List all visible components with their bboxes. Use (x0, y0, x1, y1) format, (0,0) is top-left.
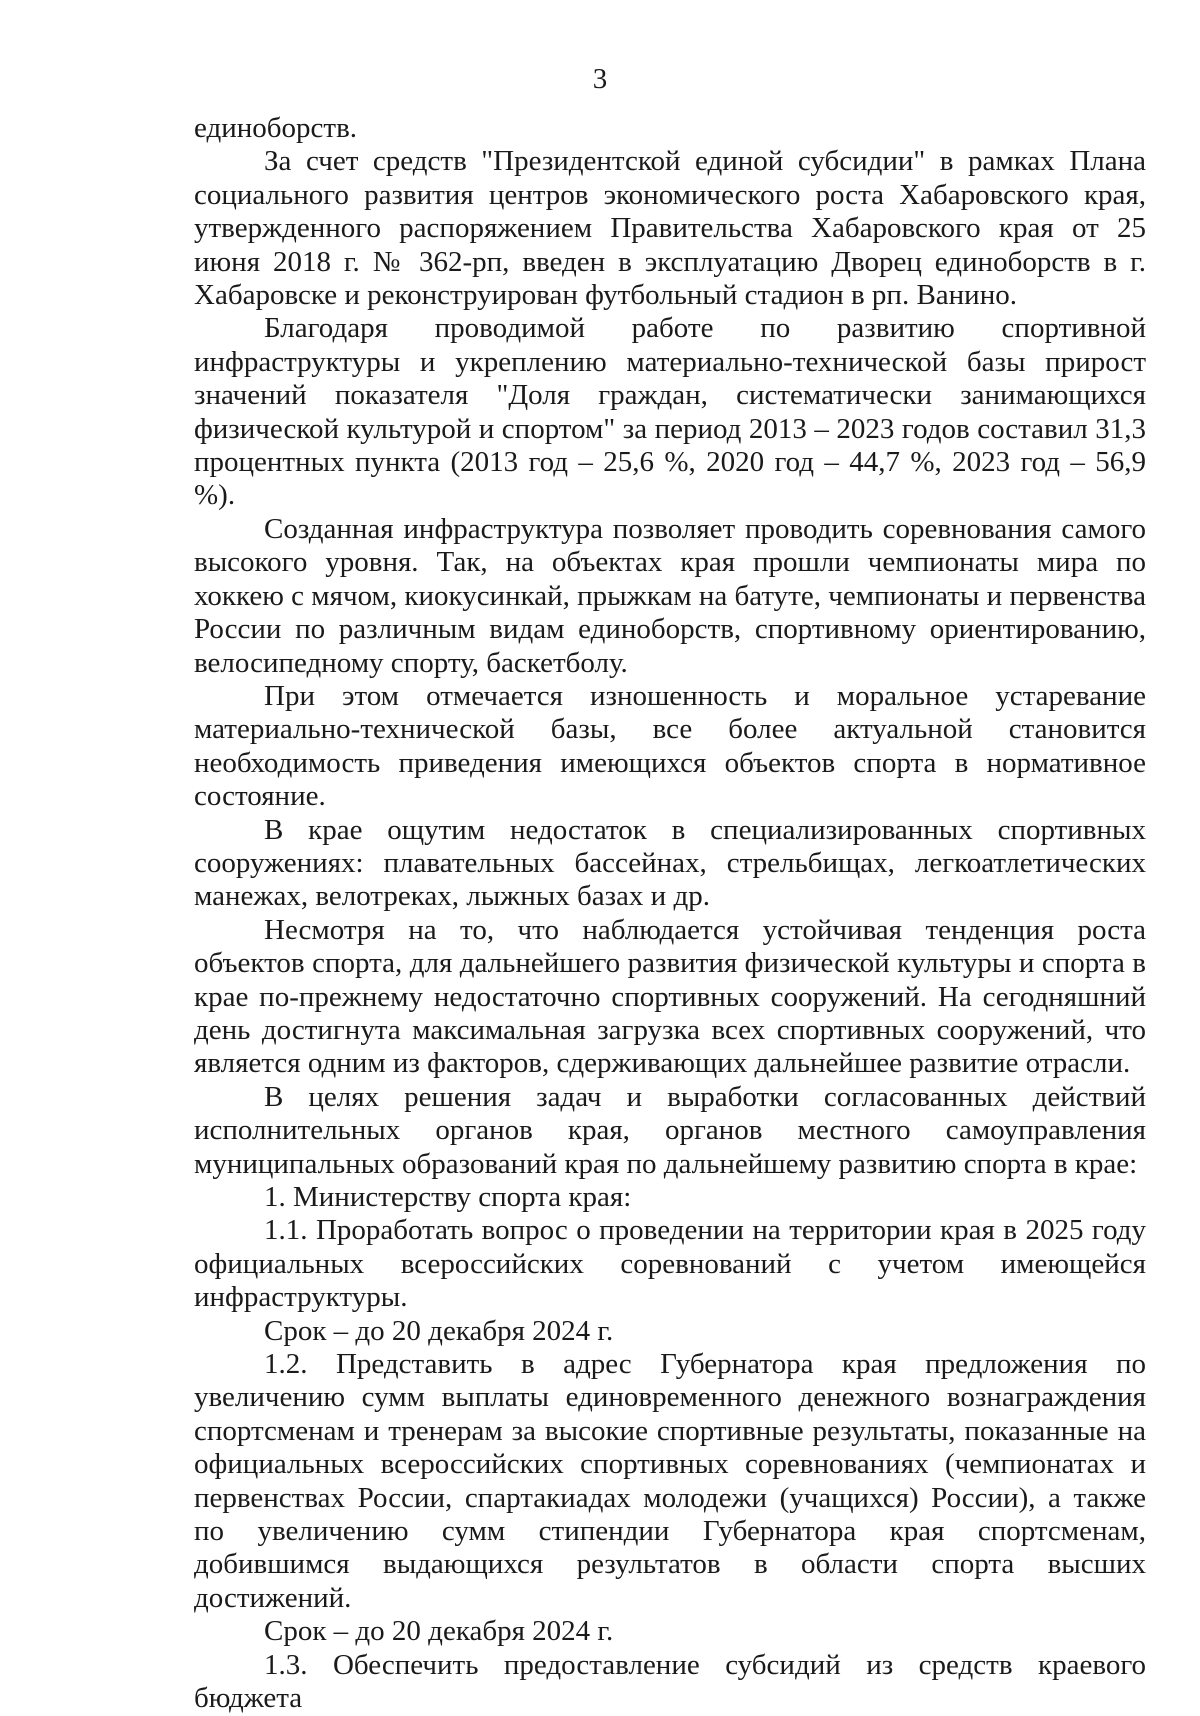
paragraph-item-1-2: 1.2. Представить в адрес Губернатора края предложения по увеличению сумм выплаты единовременного денежного вознаграждения спортсменам и тренерам за высокие спортивные результаты, показанные на официальных всероссийских спортивных соревнованиях (чемпионатах и первенствах России, спартакиадах молодежи (учащихся) России), а также по увеличению сумм стипендии Губернатора края спортсменам, добившимся выдающихся результатов в области спорта высших достижений. (194, 1348, 1146, 1614)
paragraph-continuation: единоборств. (194, 112, 358, 144)
paragraph-competitions: Созданная инфраструктура позволяет проводить соревнования самого высокого уровня. Так, на объектах края прошли чемпионаты мира по хоккею с мячом, киокусинкай, прыжкам на батуте, чемпионаты и первенства России по различным видам единоборств, спортивному ориентированию, велосипедному спорту, баскетболу. (194, 512, 1146, 679)
paragraph-item-1-1: 1.1. Проработать вопрос о проведении на территории края в 2025 году официальных всероссийских соревнований с учетом имеющейся инфраструктуры. (194, 1214, 1146, 1314)
paragraph-goals: В целях решения задач и выработки согласованных действий исполнительных органов края, органов местного самоуправления муниципальных образований края по дальнейшему развитию спорта в крае: (194, 1080, 1146, 1180)
paragraph-shortage: В крае ощутим недостаток в специализированных спортивных сооружениях: плавательных бассейнах, стрельбищах, легкоатлетических манежах, велотреках, лыжных базах и др. (194, 813, 1146, 913)
paragraph-wear: При этом отмечается изношенность и моральное устаревание материально-технической базы, все более актуальной становится необходимость приведения имеющихся объектов спорта в нормативное состояние. (194, 679, 1146, 813)
page-number: 3 (592, 63, 608, 95)
paragraph-subsidy: За счет средств "Президентской единой субсидии" в рамках Плана социального развития центров экономического роста Хабаровского края, утвержденного распоряжением Правительства Хабаровского края от 25 июня 2018 г. № 362-рп, введен в эксплуатацию Дворец единоборств в г. Хабаровске и реконструирован футбольный стадион в рп. Ванино. (194, 145, 1146, 312)
paragraph-trend: Несмотря на то, что наблюдается устойчивая тенденция роста объектов спорта, для дальнейшего развития физической культуры и спорта в крае по-прежнему недостаточно спортивных сооружений. На сегодняшний день достигнута максимальная загрузка всех спортивных сооружений, что является одним из факторов, сдерживающих дальнейшее развитие отрасли. (194, 913, 1146, 1080)
paragraph-deadline-2: Срок – до 20 декабря 2024 г. (264, 1615, 614, 1648)
paragraph-item-1: 1. Министерству спорта края: (264, 1181, 632, 1213)
paragraph-deadline-1: Срок – до 20 декабря 2024 г. (264, 1314, 614, 1347)
paragraph-item-1-3: 1.3. Обеспечить предоставление субсидий из средств краевого бюджета (194, 1648, 1146, 1715)
document-body (194, 112, 1146, 1716)
paragraph-infrastructure-growth: Благодаря проводимой работе по развитию спортивной инфраструктуры и укреплению материально-технической базы прирост значений показателя "Доля граждан, систематически занимающихся физической культурой и спортом" за период 2013 – 2023 годов составил 31,3 процентных пункта (2013 год – 25,6 %, 2020 год – 44,7 %, 2023 год – 56,9 %). (194, 312, 1146, 512)
